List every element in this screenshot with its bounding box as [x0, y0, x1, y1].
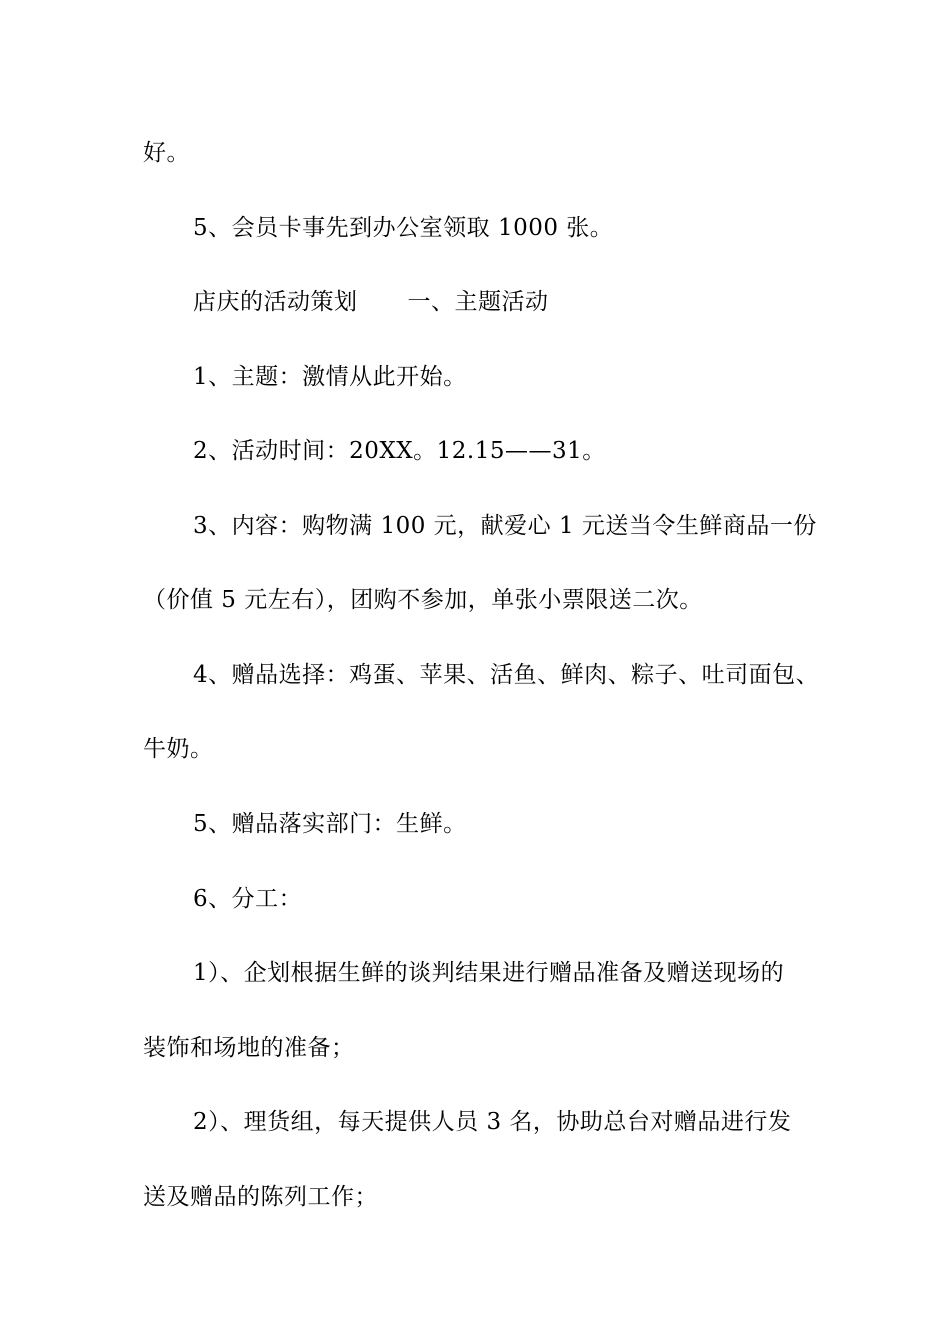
text-line: 装饰和场地的准备； — [143, 1035, 355, 1061]
text-line: 3、内容：购物满 100 元，献爱心 1 元送当令生鲜商品一份 — [193, 513, 817, 539]
text-line: 6、分工： — [193, 886, 303, 912]
text-line: 5、赠品落实部门：生鲜。 — [193, 811, 467, 837]
text-line: 4、赠品选择：鸡蛋、苹果、活鱼、鲜肉、粽子、吐司面包、 — [193, 662, 820, 688]
text-line: 好。 — [143, 140, 190, 166]
text-line: 2）、理货组，每天提供人员 3 名，协助总台对赠品进行发 — [193, 1109, 792, 1135]
section-heading: 一、主题活动 — [407, 289, 549, 315]
text-line: 牛奶。 — [143, 736, 214, 762]
text-line: 1、主题：激情从此开始。 — [193, 364, 467, 390]
text-line: （价值 5 元左右），团购不参加，单张小票限送二次。 — [143, 587, 703, 613]
text-line — [0, 287, 950, 317]
text-line: 2、活动时间：20XX。12.15——31。 — [193, 438, 606, 464]
text-line: 送及赠品的陈列工作； — [143, 1184, 378, 1210]
text-line: 5、会员卡事先到办公室领取 1000 张。 — [193, 215, 614, 241]
section-title: 店庆的活动策划 — [193, 289, 358, 315]
text-line: 1）、企划根据生鲜的谈判结果进行赠品准备及赠送现场的 — [193, 960, 785, 986]
